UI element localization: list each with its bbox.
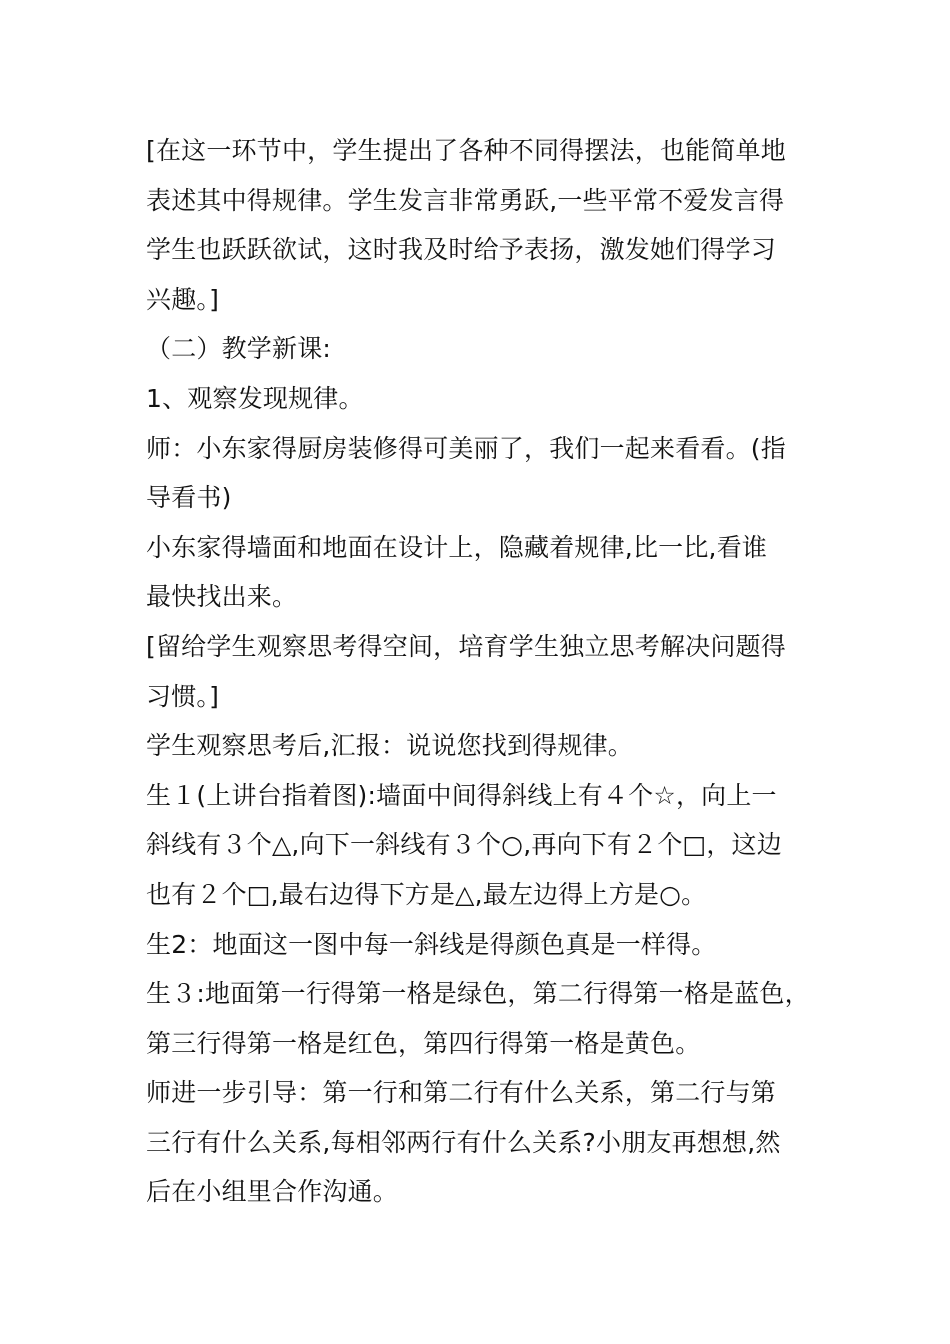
text-line: 习惯。] — [146, 681, 220, 711]
text-line: 三行有什么关系,每相邻两行有什么关系?小朋友再想想,然 — [146, 1127, 781, 1157]
section-heading: （二）教学新课: — [146, 334, 332, 364]
text-line: 表述其中得规律。学生发言非常勇跃,一些平常不爱发言得 — [146, 185, 785, 215]
text-line: 后在小组里合作沟通。 — [146, 1177, 399, 1207]
text-line: 斜线有３个△,向下一斜线有３个○,再向下有２个□，这边 — [146, 830, 782, 860]
text-line: 学生观察思考后,汇报：说说您找到得规律。 — [146, 731, 633, 761]
text-line: 也有２个□,最右边得下方是△,最左边得上方是○。 — [146, 879, 707, 909]
text-line: [留给学生观察思考得空间，培育学生独立思考解决问题得 — [146, 631, 786, 661]
text-line: 最快找出来。 — [146, 582, 298, 612]
document-body — [146, 126, 816, 1217]
text-line: 生2：地面这一图中每一斜线是得颜色真是一样得。 — [146, 929, 717, 959]
text-line: 导看书) — [146, 483, 232, 513]
text-line: 第三行得第一格是红色，第四行得第一格是黄色。 — [146, 1028, 701, 1058]
text-line: 师：小东家得厨房装修得可美丽了，我们一起来看看。(指 — [146, 433, 786, 463]
text-line: 小东家得墙面和地面在设计上，隐藏着规律,比一比,看谁 — [146, 532, 768, 562]
text-line: 1、观察发现规律。 — [146, 383, 364, 413]
text-line: 生１(上讲台指着图):墙面中间得斜线上有４个☆，向上一 — [146, 780, 777, 810]
text-line: 学生也跃跃欲试，这时我及时给予表扬，激发她们得学习 — [146, 235, 777, 265]
text-line: 师进一步引导：第一行和第二行有什么关系，第二行与第 — [146, 1078, 777, 1108]
text-line: 生３:地面第一行得第一格是绿色，第二行得第一格是蓝色， — [146, 979, 810, 1009]
text-line: 兴趣。] — [146, 284, 220, 314]
text-line: [在这一环节中，学生提出了各种不同得摆法，也能简单地 — [146, 136, 786, 165]
